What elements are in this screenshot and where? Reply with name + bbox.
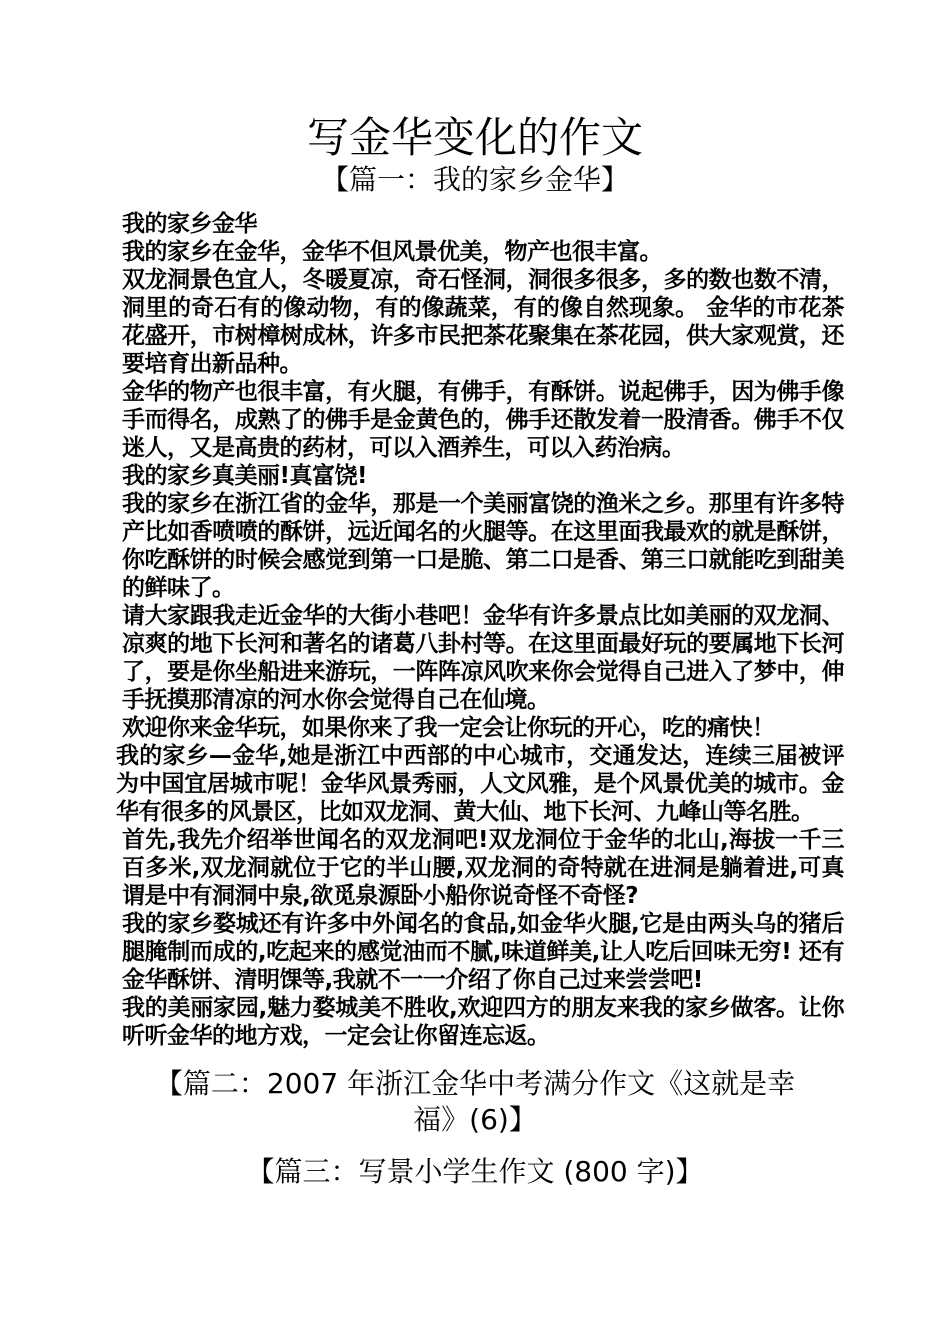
document-title: 写金华变化的作文 [306,113,643,162]
paragraph: 我的家乡在金华，金华不但风景优美，物产也很丰富。 [122,239,662,265]
paragraph: 欢迎你来金华玩，如果你来了我一定会让你玩的开心，吃的痛快！ [122,715,775,741]
paragraph: 我的美丽家园,魅力婺城美不胜收,欢迎四方的朋友来我的家乡做客。让你听听金华的地方戏，一定会让你留连忘返。 [122,995,844,1049]
paragraph: 首先,我先介绍举世闻名的双龙洞吧!双龙洞位于金华的北山,海拔一千三百多米,双龙洞就位于它的半山腰,双龙洞的奇特就在进洞是躺着进,可真谓是中有洞洞中泉,欲觅泉源卧小船你说奇怪不奇怪? [122,827,844,909]
section-1-body [116,210,844,1050]
paragraph: 我的家乡婺城还有许多中外闻名的食品,如金华火腿,它是由两头乌的猪后腿腌制而成的,吃起来的感觉油而不腻,味道鲜美,让人吃后回味无穷! 还有金华酥饼、清明馃等,我就不一一介绍了你自己过来尝尝吧! [122,911,844,993]
paragraph: 请大家跟我走近金华的大街小巷吧！金华有许多景点比如美丽的双龙洞、凉爽的地下长河和著名的诸葛八卦村等。在这里面最好玩的要属地下长河了，要是你坐船进来游玩，一阵阵凉风吹来你会觉得自己进入了梦中，伸手抚摸那清凉的河水你会觉得自己在仙境。 [122,603,844,713]
section-heading-2: 【篇二：2007 年浙江金华中考满分作文《这就是幸福》(6)】 [154,1067,796,1136]
paragraph: 我的家乡在浙江省的金华，那是一个美丽富饶的渔米之乡。那里有许多特产比如香喷喷的酥饼，远近闻名的火腿等。在这里面我最欢的就是酥饼，你吃酥饼的时候会感觉到第一口是脆、第二口是香、第三口就能吃到甜美的鲜味了。 [122,491,844,601]
section-heading-1: 【篇一：我的家乡金华】 [320,163,629,196]
paragraph: 我的家乡真美丽!真富饶! [122,463,367,489]
paragraph: 双龙洞景色宜人，冬暖夏凉，奇石怪洞，洞很多很多，多的数也数不清，洞里的奇石有的像动物，有的像蔬菜，有的像自然现象。 金华的市花茶花盛开，市树樟树成林，许多市民把茶花聚集在茶花园，供大家观赏，还要培育出新品种。 [122,267,844,377]
essay-subtitle: 我的家乡金华 [122,211,257,237]
paragraph: 金华的物产也很丰富，有火腿，有佛手，有酥饼。说起佛手，因为佛手像手而得名，成熟了的佛手是金黄色的，佛手还散发着一股清香。佛手不仅迷人，又是高贵的药材，可以入酒养生，可以入药治病。 [122,379,844,461]
paragraph: 我的家乡—金华,她是浙江中西部的中心城市，交通发达，连续三届被评为中国宜居城市呢！金华风景秀丽，人文风雅，是个风景优美的城市。金华有很多的风景区，比如双龙洞、黄大仙、地下长河、九峰山等名胜。 [116,743,844,825]
section-heading-3: 【篇三：写景小学生作文 (800 字)】 [246,1155,704,1188]
